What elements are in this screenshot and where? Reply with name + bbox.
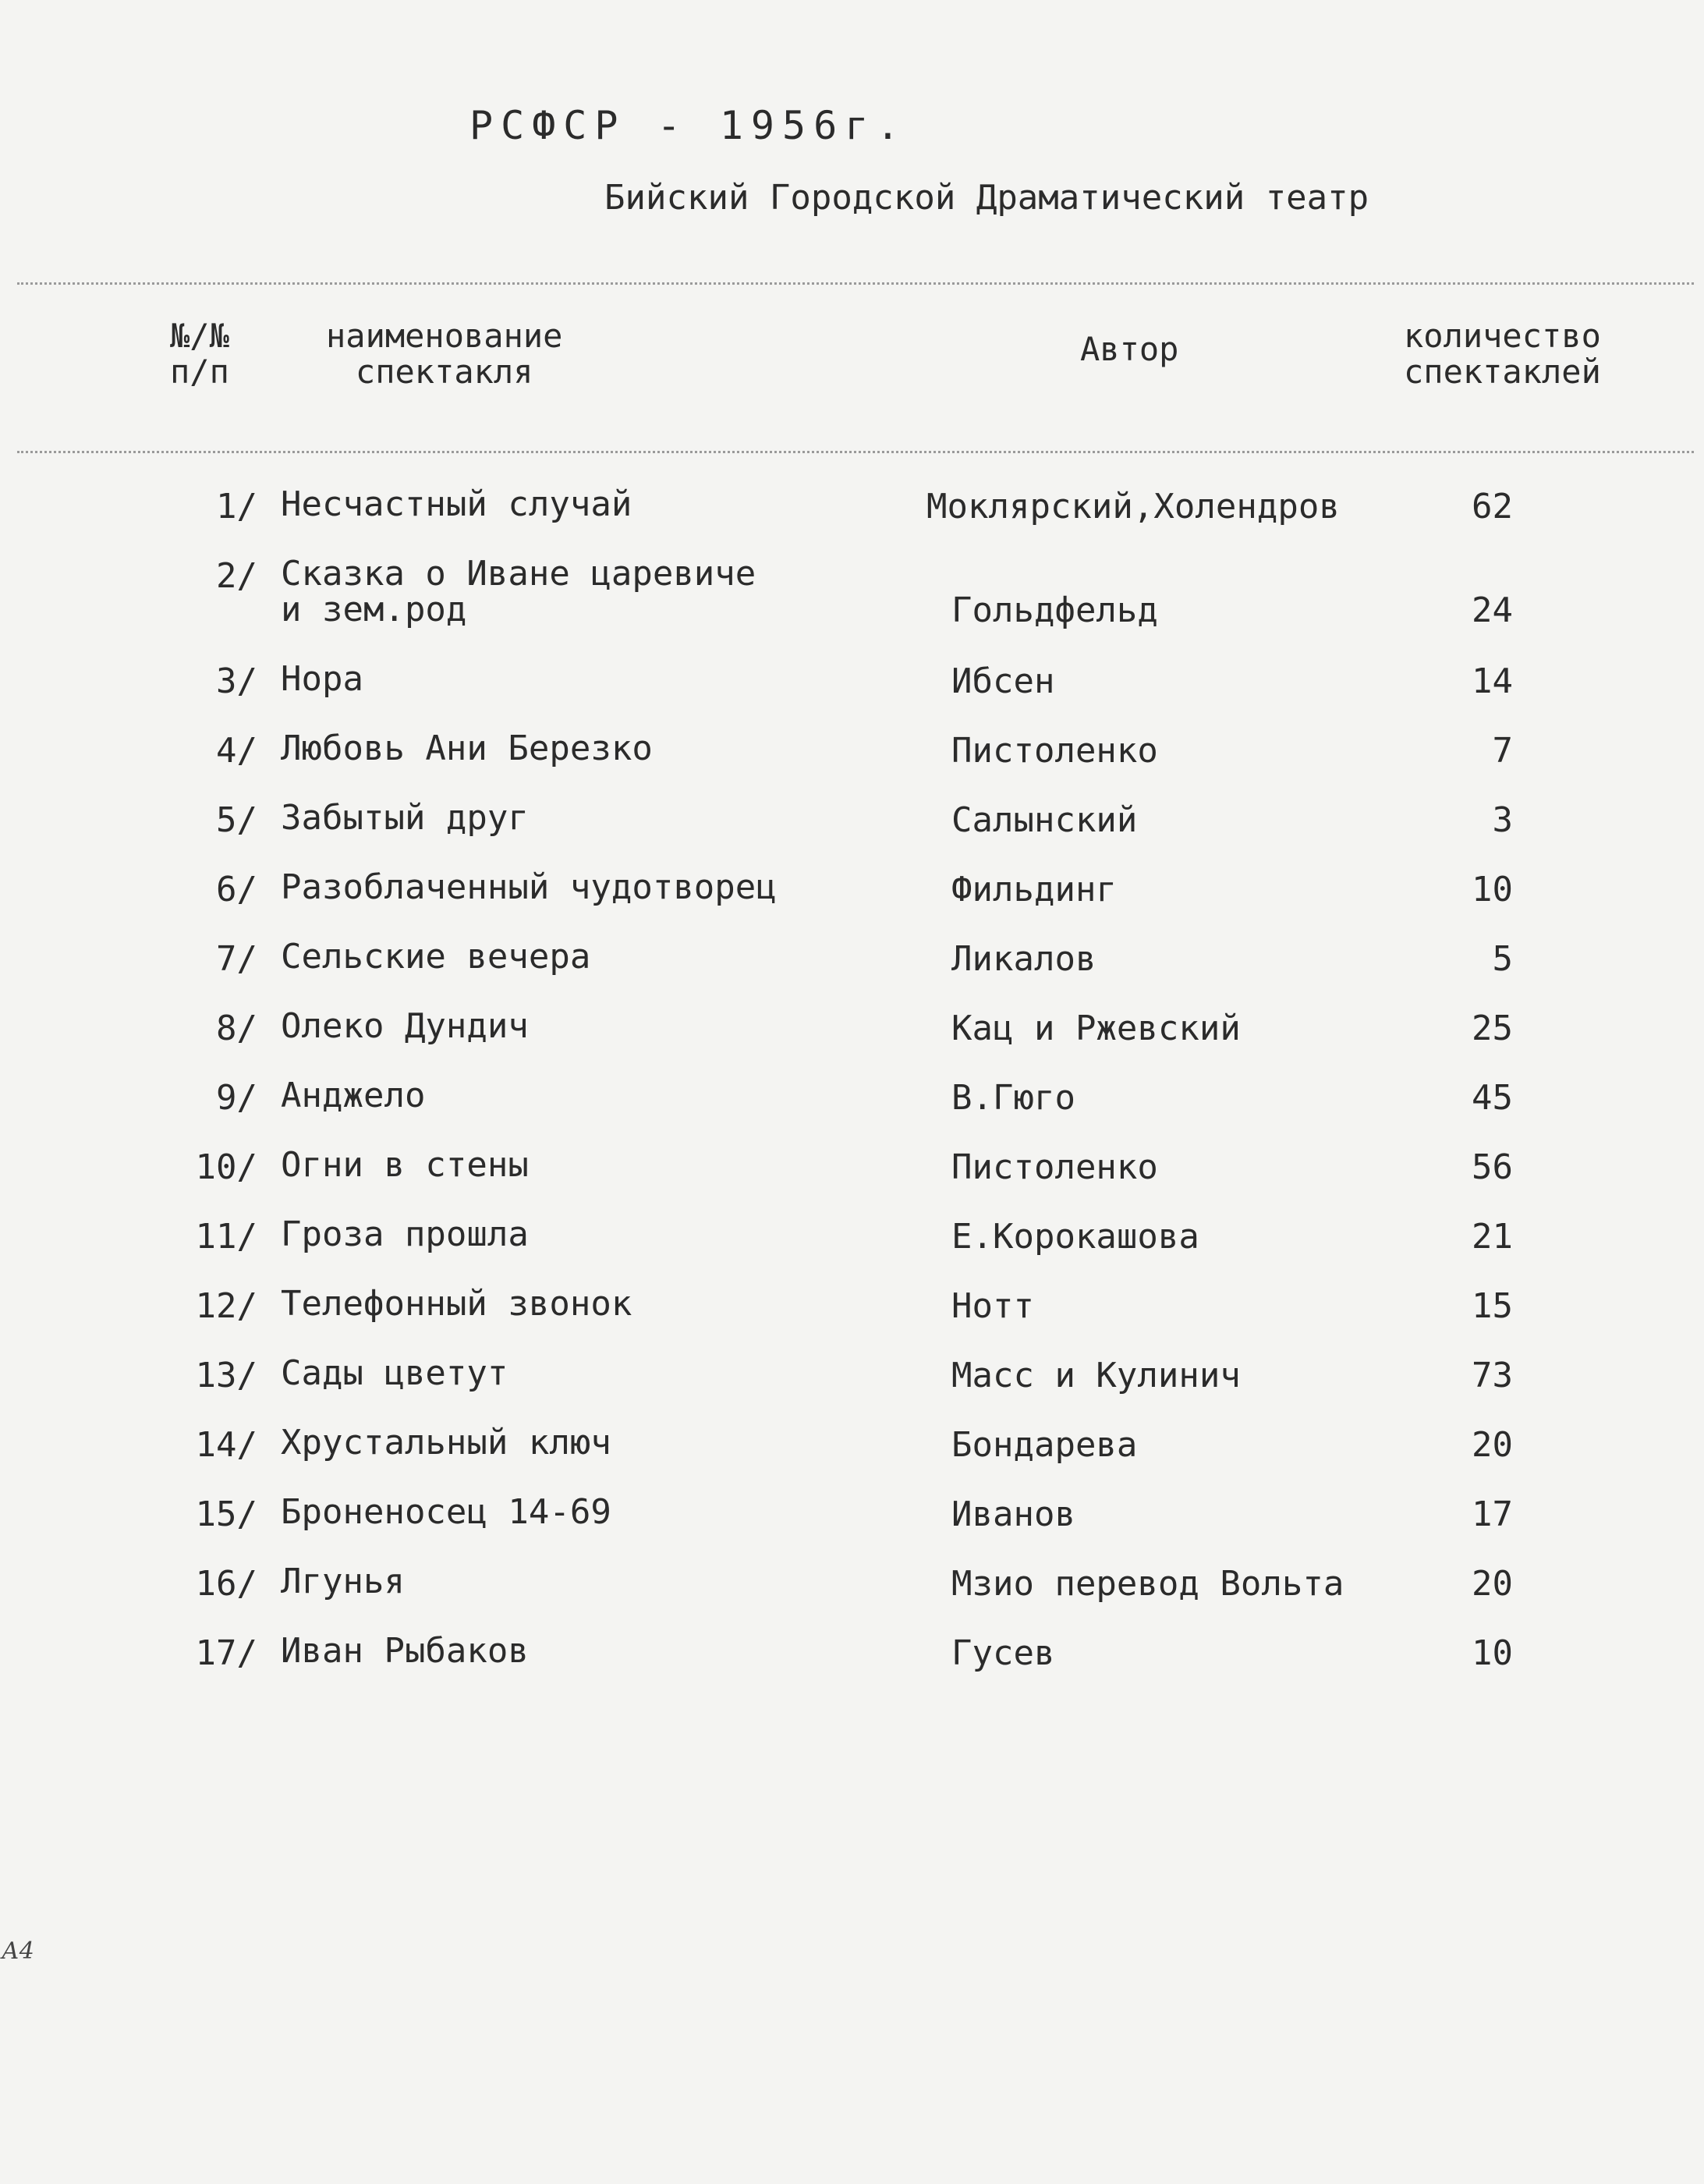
performance-count: 25 xyxy=(1472,1009,1513,1048)
table-row xyxy=(0,1494,1704,1541)
document-title: РСФСР - 1956г. xyxy=(469,103,908,148)
table-row xyxy=(0,939,1704,986)
row-number: 12/ xyxy=(195,1286,257,1326)
performance-count: 20 xyxy=(1472,1564,1513,1604)
row-number: 17/ xyxy=(195,1633,257,1673)
play-author: Ликалов xyxy=(951,939,1096,979)
play-author: Нотт xyxy=(951,1286,1034,1326)
row-number: 1/ xyxy=(216,487,257,526)
table-row xyxy=(0,556,1704,642)
play-author: В.Гюго xyxy=(951,1078,1075,1118)
performance-count: 14 xyxy=(1472,661,1513,701)
table-row xyxy=(0,1564,1704,1611)
performance-count: 3 xyxy=(1492,800,1513,840)
play-author: Фильдинг xyxy=(951,870,1117,909)
play-title: Гроза прошла xyxy=(281,1214,529,1254)
play-author: Кац и Ржевский xyxy=(951,1009,1241,1048)
row-number: 7/ xyxy=(216,939,257,979)
row-number: 13/ xyxy=(195,1356,257,1395)
play-author: Е.Корокашова xyxy=(951,1217,1199,1257)
row-number: 9/ xyxy=(216,1078,257,1118)
performance-count: 56 xyxy=(1472,1147,1513,1187)
play-author: Моклярский,Холендров xyxy=(926,487,1340,526)
table-row xyxy=(0,731,1704,778)
column-header-number: №/№ п/п xyxy=(170,317,229,391)
play-title: Несчастный случай xyxy=(281,484,632,524)
play-title: Хрустальный ключ xyxy=(281,1423,611,1462)
play-author: Гусев xyxy=(951,1633,1055,1673)
row-number: 15/ xyxy=(195,1494,257,1534)
play-author: Ибсен xyxy=(951,661,1055,701)
row-number: 14/ xyxy=(195,1425,257,1465)
play-title: Забытый друг xyxy=(281,798,529,838)
table-row xyxy=(0,1425,1704,1472)
performance-count: 73 xyxy=(1472,1356,1513,1395)
play-title: Иван Рыбаков xyxy=(281,1631,529,1671)
table-row xyxy=(0,1353,1704,1402)
table-row xyxy=(0,1286,1704,1333)
row-number: 6/ xyxy=(216,870,257,909)
play-author: Салынский xyxy=(951,800,1138,840)
play-title: Броненосец 14-69 xyxy=(281,1492,611,1532)
row-number: 16/ xyxy=(195,1564,257,1604)
table-row xyxy=(0,1006,1704,1055)
table-top-rule xyxy=(17,282,1694,285)
column-header-title: наименование спектакля xyxy=(326,317,563,391)
play-title: Лгунья xyxy=(281,1562,405,1601)
play-author: Мзио перевод Вольта xyxy=(951,1564,1344,1604)
row-number: 3/ xyxy=(216,661,257,701)
play-title: Сады цветут xyxy=(281,1353,508,1393)
performance-count: 10 xyxy=(1472,1633,1513,1673)
row-number: 4/ xyxy=(216,731,257,771)
table-row xyxy=(0,1147,1704,1194)
row-number: 5/ xyxy=(216,800,257,840)
performance-count: 17 xyxy=(1472,1494,1513,1534)
performance-count: 21 xyxy=(1472,1217,1513,1257)
column-header-count: количество спектаклей xyxy=(1404,317,1601,391)
play-title: Разоблаченный чудотворец xyxy=(281,867,777,907)
performance-count: 7 xyxy=(1492,731,1513,771)
play-author: Пистоленко xyxy=(951,1147,1158,1187)
table-row xyxy=(0,1214,1704,1264)
row-number: 2/ xyxy=(216,556,257,596)
table-row xyxy=(0,867,1704,916)
performance-count: 20 xyxy=(1472,1425,1513,1465)
table-row xyxy=(0,661,1704,708)
play-author: Бондарева xyxy=(951,1425,1138,1465)
play-author: Масс и Кулинич xyxy=(951,1356,1241,1395)
play-author: Пистоленко xyxy=(951,731,1158,771)
column-header-author: Автор xyxy=(1080,330,1179,368)
play-title: Анджело xyxy=(281,1076,426,1115)
play-title: Любовь Ани Березко xyxy=(281,729,653,768)
performance-count: 24 xyxy=(1472,590,1513,630)
performance-count: 15 xyxy=(1472,1286,1513,1326)
row-number: 11/ xyxy=(195,1217,257,1257)
play-author: Иванов xyxy=(951,1494,1075,1534)
play-title: Телефонный звонок xyxy=(281,1284,632,1324)
play-title: Огни в стены xyxy=(281,1145,529,1185)
play-title: Сельские вечера xyxy=(281,937,591,977)
table-row xyxy=(0,1078,1704,1125)
theatre-name: Бийский Городской Драматический театр xyxy=(604,178,1369,218)
table-header-rule xyxy=(17,451,1694,453)
row-number: 8/ xyxy=(216,1009,257,1048)
row-number: 10/ xyxy=(195,1147,257,1187)
table-row xyxy=(0,484,1704,534)
play-author: Гольдфельд xyxy=(951,590,1158,630)
performance-count: 5 xyxy=(1492,939,1513,979)
table-row xyxy=(0,1633,1704,1680)
play-title: Сказка о Иване царевиче и зем.род xyxy=(281,554,756,629)
play-title: Нора xyxy=(281,659,363,699)
performance-count: 62 xyxy=(1472,487,1513,526)
margin-note: А4 xyxy=(2,1938,34,1965)
table-row xyxy=(0,800,1704,847)
performance-count: 45 xyxy=(1472,1078,1513,1118)
performance-count: 10 xyxy=(1472,870,1513,909)
play-title: Олеко Дундич xyxy=(281,1006,529,1046)
